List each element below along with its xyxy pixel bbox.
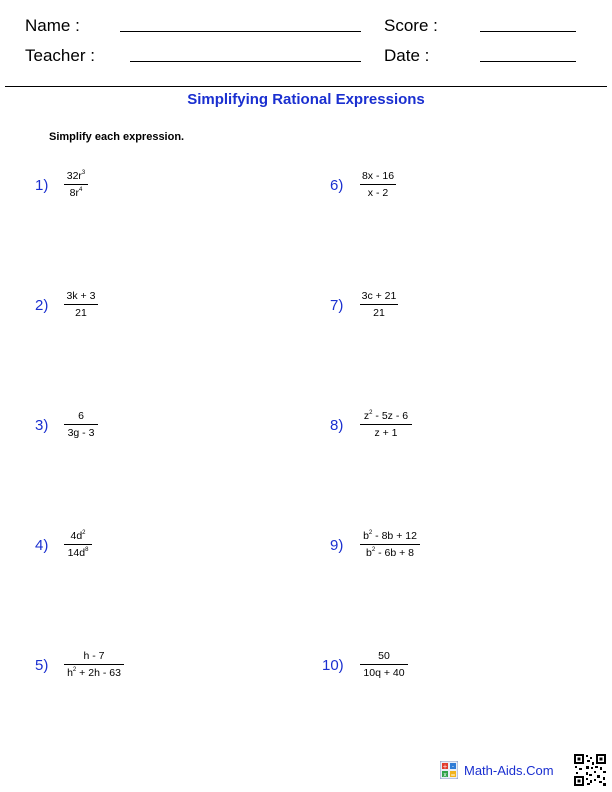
denominator: $14d^8$ xyxy=(67,547,89,559)
fraction xyxy=(64,530,92,559)
fraction xyxy=(64,290,98,319)
numerator: $b^2 - 8b + 12$ xyxy=(363,530,417,542)
numerator: 3c + 21 xyxy=(361,290,397,302)
problem-number: 5) xyxy=(35,657,49,674)
denominator: $h^2 + 2h - 63$ xyxy=(67,667,121,679)
exponent: 2 xyxy=(369,410,373,416)
denominator: 10q + 40 xyxy=(363,667,405,679)
score-label: Score : xyxy=(384,16,438,35)
fraction xyxy=(64,170,88,199)
numerator: $z^2 - 5z - 6$ xyxy=(363,410,409,422)
fraction xyxy=(64,650,124,679)
numerator: 8x - 16 xyxy=(361,170,395,182)
numerator: h - 7 xyxy=(83,650,105,662)
name-label: Name : xyxy=(25,16,80,35)
teacher-label: Teacher : xyxy=(25,46,95,65)
exponent: 2 xyxy=(82,530,86,536)
problem-number: 8) xyxy=(330,417,344,434)
svg-text:-: - xyxy=(451,763,455,771)
numerator: $4d^2$ xyxy=(70,530,86,542)
exponent: 2 xyxy=(371,547,376,553)
date-field[interactable] xyxy=(480,61,576,62)
date-label: Date : xyxy=(384,46,430,65)
denominator: $b^2 - 6b + 8$ xyxy=(365,547,414,559)
svg-text:=: = xyxy=(450,771,456,779)
teacher-field[interactable] xyxy=(130,61,361,62)
denominator: 3g - 3 xyxy=(67,427,95,439)
numerator: 6 xyxy=(78,410,84,422)
name-field[interactable] xyxy=(120,31,361,32)
denominator: $8r^4$ xyxy=(69,187,83,199)
problem-number: 10) xyxy=(322,657,344,674)
site-link[interactable]: Math-Aids.Com xyxy=(464,763,554,778)
problem-number: 2) xyxy=(35,297,49,314)
numerator: $32r^3$ xyxy=(66,170,86,182)
denominator: 21 xyxy=(373,307,385,319)
fraction xyxy=(360,410,412,439)
qr-code-icon xyxy=(574,754,606,786)
fraction xyxy=(360,290,398,319)
fraction xyxy=(360,530,420,559)
svg-text:x: x xyxy=(443,771,447,779)
problem-number: 4) xyxy=(35,537,49,554)
header-divider xyxy=(5,86,607,87)
problem-number: 3) xyxy=(35,417,49,434)
fraction xyxy=(360,170,396,199)
denominator: 21 xyxy=(75,307,87,319)
exponent: 2 xyxy=(72,667,77,673)
fraction xyxy=(360,650,408,679)
exponent: 3 xyxy=(81,170,86,176)
exponent: 2 xyxy=(368,530,373,536)
numerator: 50 xyxy=(378,650,390,662)
score-field[interactable] xyxy=(480,31,576,32)
denominator: x - 2 xyxy=(367,187,389,199)
calculator-icon xyxy=(440,761,458,784)
fraction xyxy=(64,410,98,439)
worksheet-title: Simplifying Rational Expressions xyxy=(187,91,425,108)
problem-number: 7) xyxy=(330,297,344,314)
denominator: z + 1 xyxy=(374,427,398,439)
problem-number: 6) xyxy=(330,177,344,194)
numerator: 3k + 3 xyxy=(66,290,96,302)
exponent: 4 xyxy=(79,187,83,193)
svg-text:+: + xyxy=(442,763,448,771)
instructions: Simplify each expression. xyxy=(49,131,185,143)
problem-number: 1) xyxy=(35,177,49,194)
problem-number: 9) xyxy=(330,537,344,554)
exponent: 8 xyxy=(85,547,89,553)
